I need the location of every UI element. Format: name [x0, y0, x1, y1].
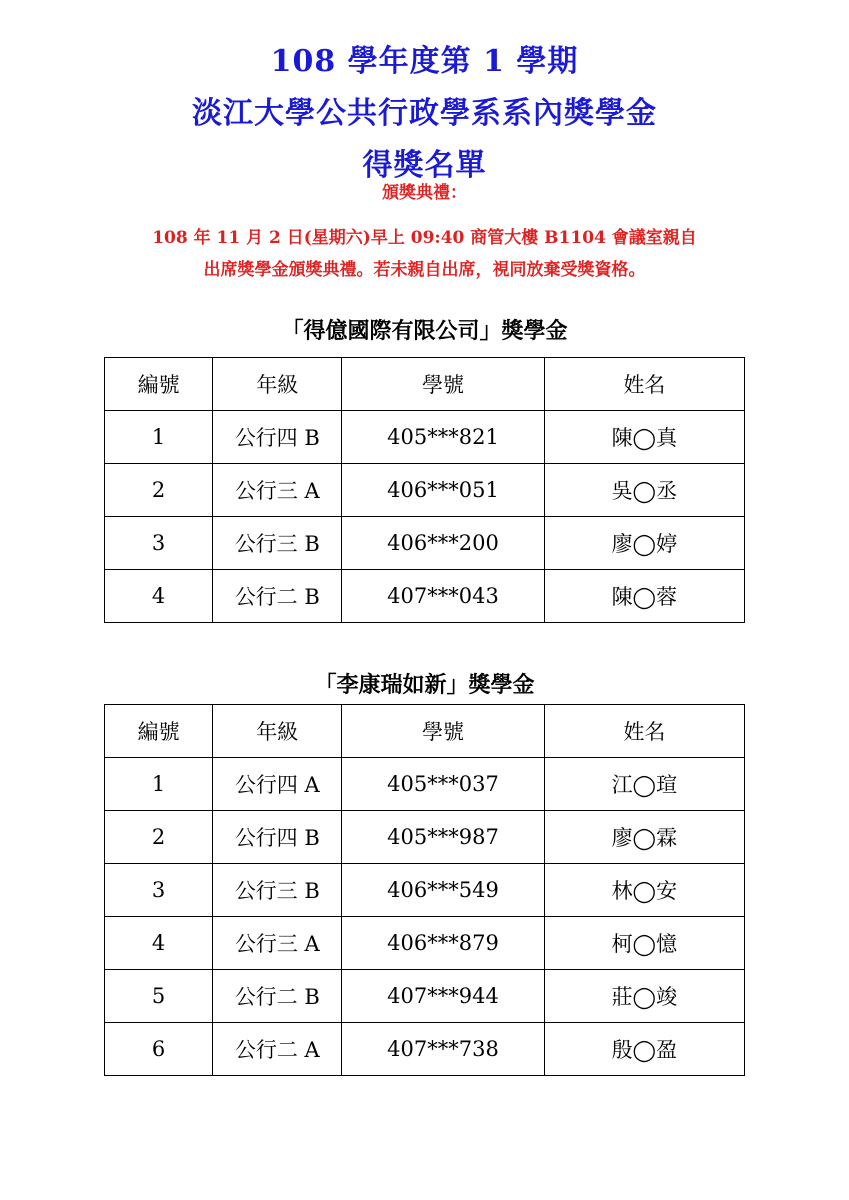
- title-line-department: 淡江大學公共行政學系系內獎學金: [192, 96, 657, 131]
- table-row: [105, 411, 745, 464]
- table-row: [105, 917, 745, 970]
- cell-student-id: 407***944: [342, 970, 544, 1023]
- table-row: [105, 517, 745, 570]
- table-row: [105, 570, 745, 623]
- scholarship-title-1: 「得億國際有限公司」獎學金: [281, 318, 568, 344]
- table-header-row: [105, 705, 745, 758]
- ceremony-notice-line: 出席獎學金頒獎典禮。若未親自出席，視同放棄受獎資格。: [203, 260, 646, 280]
- scholarship-title-2: 「李康瑞如新」獎學金: [314, 672, 535, 698]
- cell-grade: 公行三 A: [213, 464, 342, 517]
- cell-student-id: 407***738: [342, 1023, 544, 1076]
- cell-name: 殷◯盈: [544, 1023, 744, 1076]
- document-title: [0, 36, 849, 192]
- table-row: [105, 1023, 745, 1076]
- cell-number: 3: [105, 864, 213, 917]
- cell-student-id: 405***037: [342, 758, 544, 811]
- cell-student-id: 406***549: [342, 864, 544, 917]
- cell-name: 林◯安: [544, 864, 744, 917]
- header-name: 姓名: [544, 358, 744, 411]
- ceremony-notice: [100, 222, 749, 286]
- title-line-winners: 得獎名單: [362, 148, 487, 183]
- cell-number: 4: [105, 570, 213, 623]
- header-student-id: 學號: [342, 705, 544, 758]
- cell-name: 江◯瑄: [544, 758, 744, 811]
- cell-grade: 公行三 B: [213, 864, 342, 917]
- table-row: [105, 758, 745, 811]
- cell-name: 陳◯真: [544, 411, 744, 464]
- cell-grade: 公行二 B: [213, 970, 342, 1023]
- cell-number: 4: [105, 917, 213, 970]
- cell-number: 2: [105, 811, 213, 864]
- cell-grade: 公行四 A: [213, 758, 342, 811]
- cell-student-id: 407***043: [342, 570, 544, 623]
- header-grade: 年級: [213, 705, 342, 758]
- cell-number: 2: [105, 464, 213, 517]
- table-row: [105, 464, 745, 517]
- cell-number: 5: [105, 970, 213, 1023]
- table-row: [105, 970, 745, 1023]
- cell-name: 陳◯蓉: [544, 570, 744, 623]
- header-number: 編號: [105, 705, 213, 758]
- cell-number: 1: [105, 411, 213, 464]
- table-row: [105, 864, 745, 917]
- header-student-id: 學號: [342, 358, 544, 411]
- cell-name: 莊◯竣: [544, 970, 744, 1023]
- table-header-row: [105, 358, 745, 411]
- ceremony-heading: 頒獎典禮：: [382, 183, 467, 203]
- cell-number: 3: [105, 517, 213, 570]
- table-row: [105, 811, 745, 864]
- title-line-term: 108 學年度第 1 學期: [270, 44, 579, 79]
- ceremony-notice-line: 108 年 11 月 2 日(星期六)早上 09:40 商管大樓 B1104 會議室親自: [152, 228, 697, 248]
- header-grade: 年級: [213, 358, 342, 411]
- cell-name: 廖◯婷: [544, 517, 744, 570]
- header-number: 編號: [105, 358, 213, 411]
- scholarship-table-2: [104, 704, 745, 1076]
- cell-name: 柯◯憶: [544, 917, 744, 970]
- cell-name: 吳◯丞: [544, 464, 744, 517]
- header-name: 姓名: [544, 705, 744, 758]
- cell-grade: 公行二 A: [213, 1023, 342, 1076]
- cell-grade: 公行二 B: [213, 570, 342, 623]
- cell-grade: 公行四 B: [213, 811, 342, 864]
- cell-student-id: 406***200: [342, 517, 544, 570]
- cell-grade: 公行三 A: [213, 917, 342, 970]
- cell-number: 6: [105, 1023, 213, 1076]
- cell-grade: 公行三 B: [213, 517, 342, 570]
- cell-name: 廖◯霖: [544, 811, 744, 864]
- cell-grade: 公行四 B: [213, 411, 342, 464]
- cell-number: 1: [105, 758, 213, 811]
- cell-student-id: 405***821: [342, 411, 544, 464]
- cell-student-id: 406***879: [342, 917, 544, 970]
- cell-student-id: 405***987: [342, 811, 544, 864]
- cell-student-id: 406***051: [342, 464, 544, 517]
- scholarship-table-1: [104, 357, 745, 623]
